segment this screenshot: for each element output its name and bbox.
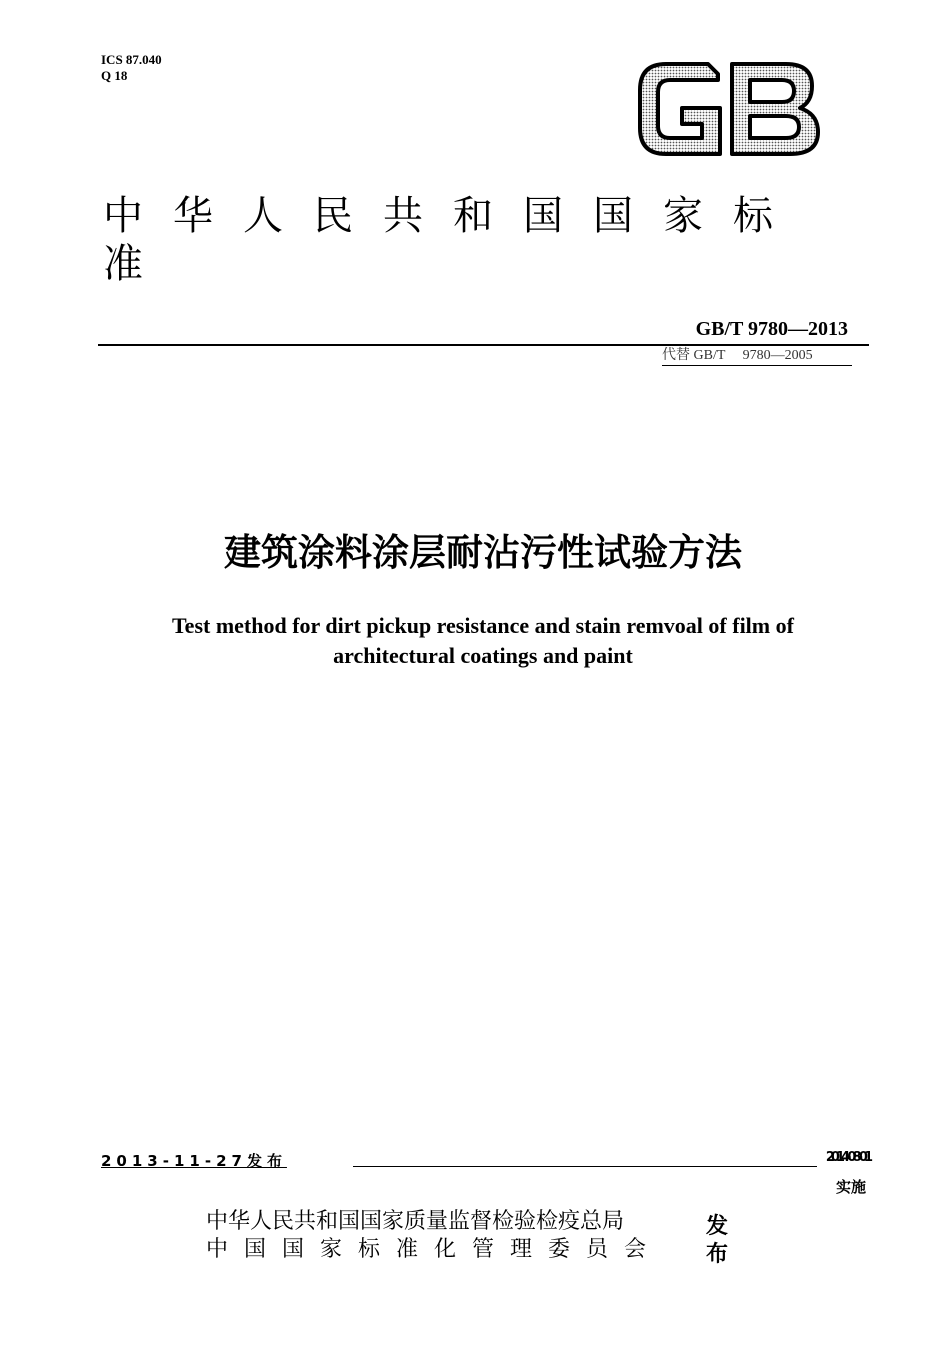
gb-logo-icon [636, 60, 821, 158]
english-title-line-1: Test method for dirt pickup resistance and stain remvoal of film of [172, 613, 794, 638]
issuer-line-1: 中华人民共和国国家质量监督检验检疫总局 [206, 1209, 625, 1234]
standard-number: GB/T 9780—2013 [695, 318, 848, 340]
implement-date: 2014-08-01 [825, 1150, 869, 1165]
ics-code: ICS 87.040 [101, 52, 162, 67]
replaces-text: 代替 GB/T 9780—2005 [662, 348, 813, 363]
chinese-title: 建筑涂料涂层耐沾污性试验方法 [224, 531, 742, 574]
classification-codes [101, 52, 162, 84]
english-title [150, 611, 816, 671]
national-standard-heading: 中华人民共和国国家标准 [103, 193, 803, 287]
issuer-line-2: 中国国家标准化管理委员会 [206, 1237, 663, 1262]
implement-label: 实施 [835, 1178, 866, 1196]
english-title-line-2: architectural coatings and paint [333, 643, 633, 668]
date-row [101, 1150, 869, 1172]
issue-label: 发布 [706, 1214, 729, 1267]
publish-date: 2013-11-27发布 [101, 1152, 287, 1170]
ccs-code: Q 18 [101, 68, 128, 83]
replaces-standard [662, 344, 852, 366]
date-rule [353, 1166, 817, 1167]
issuing-authorities [206, 1208, 686, 1264]
